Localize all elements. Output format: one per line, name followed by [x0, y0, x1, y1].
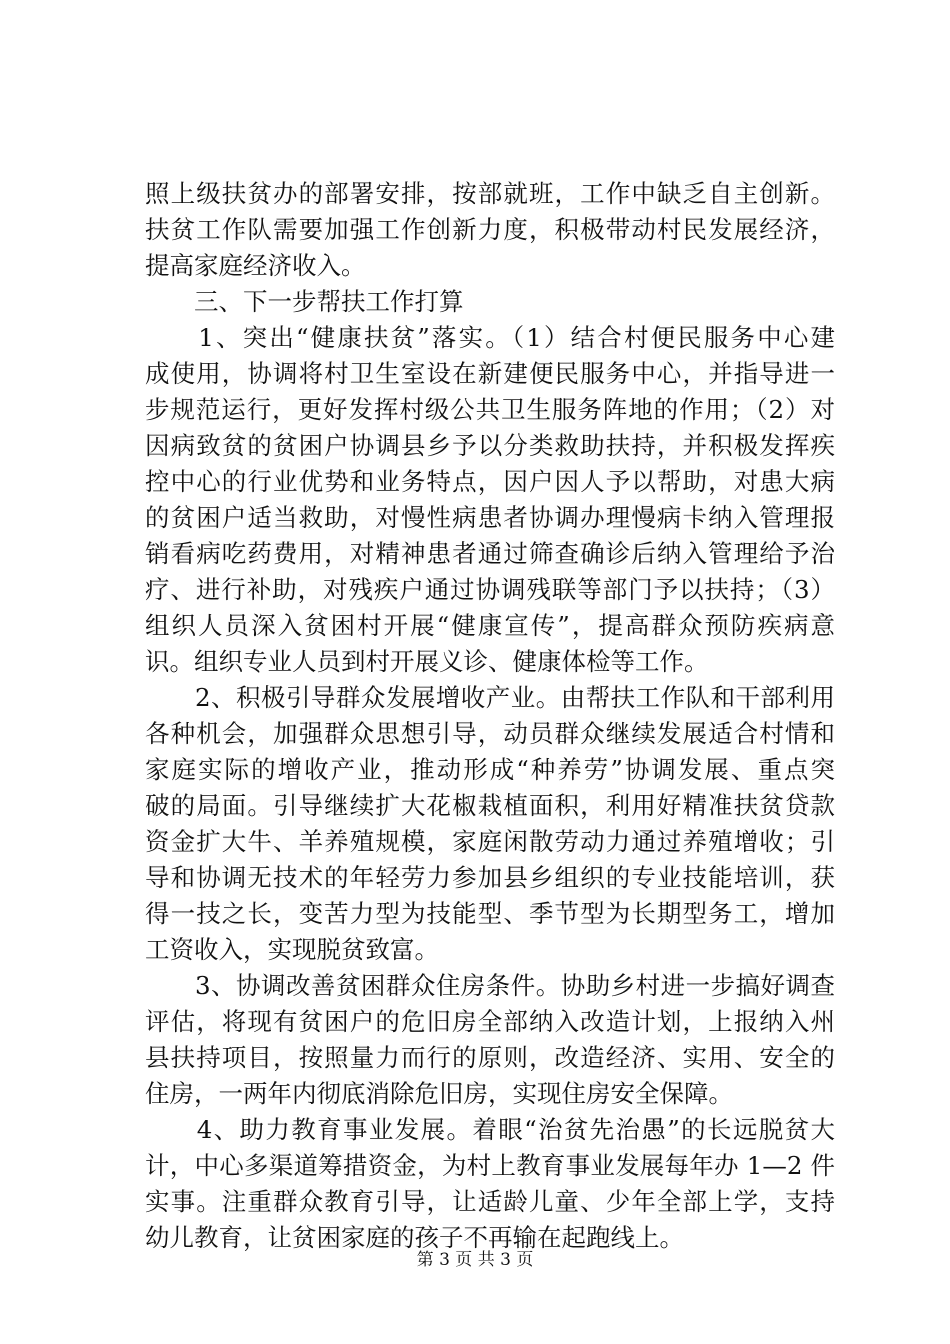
text-line: 疗、进行补助，对残疾户通过协调残联等部门予以扶持；（3） — [145, 575, 835, 604]
text-line: 识。组织专业人员到村开展义诊、健康体检等工作。 — [145, 647, 709, 676]
text-line: 各种机会，加强群众思想引导，动员群众继续发展适合村情和 — [145, 719, 835, 748]
text-line: 得一技之长，变苦力型为技能型、季节型为长期型务工，增加 — [145, 899, 835, 928]
text-line: 资金扩大牛、羊养殖规模，家庭闲散劳动力通过养殖增收；引 — [145, 827, 835, 856]
text-line: 扶贫工作队需要加强工作创新力度，积极带动村民发展经济， — [145, 215, 835, 244]
text-line: 组织人员深入贫困村开展“健康宣传”，提高群众预防疾病意 — [145, 611, 835, 640]
text-line: 因病致贫的贫困户协调县乡予以分类救助扶持，并积极发挥疾 — [145, 431, 835, 460]
text-line: 步规范运行，更好发挥村级公共卫生服务阵地的作用；（2）对 — [145, 395, 835, 424]
text-line: 实事。注重群众教育引导，让适龄儿童、少年全部上学，支持 — [145, 1187, 835, 1216]
section-heading: 三、下一步帮扶工作打算 — [145, 287, 464, 316]
text-line: 提高家庭经济收入。 — [145, 251, 366, 280]
text-line: 成使用，协调将村卫生室设在新建便民服务中心，并指导进一 — [145, 359, 835, 388]
text-line: 的贫困户适当救助，对慢性病患者协调办理慢病卡纳入管理报 — [145, 503, 835, 532]
text-line: 计，中心多渠道筹措资金，为村上教育事业发展每年办 1—2 件 — [145, 1151, 835, 1180]
text-line: 照上级扶贫办的部署安排，按部就班，工作中缺乏自主创新。 — [145, 179, 835, 208]
text-line: 4、助力教育事业发展。着眼“治贫先治愚”的长远脱贫大 — [145, 1115, 835, 1144]
text-line: 控中心的行业优势和业务特点，因户因人予以帮助，对患大病 — [145, 467, 835, 496]
text-line: 评估，将现有贫困户的危旧房全部纳入改造计划，上报纳入州 — [145, 1007, 835, 1036]
text-line: 住房，一两年内彻底消除危旧房，实现住房安全保障。 — [145, 1079, 733, 1108]
text-line: 幼儿教育，让贫困家庭的孩子不再输在起跑线上。 — [145, 1223, 684, 1252]
text-line: 家庭实际的增收产业，推动形成“种养劳”协调发展、重点突 — [145, 755, 835, 784]
text-line: 工资收入，实现脱贫致富。 — [145, 935, 439, 964]
text-line: 2、积极引导群众发展增收产业。由帮扶工作队和干部利用 — [145, 683, 835, 712]
text-line: 3、协调改善贫困群众住房条件。协助乡村进一步搞好调查 — [145, 971, 835, 1000]
text-line: 县扶持项目，按照量力而行的原则，改造经济、实用、安全的 — [145, 1043, 835, 1072]
text-line: 1、突出“健康扶贫”落实。（1）结合村便民服务中心建 — [145, 323, 835, 352]
page-number: 第 3 页 共 3 页 — [416, 1250, 534, 1270]
text-line: 导和协调无技术的年轻劳力参加县乡组织的专业技能培训，获 — [145, 863, 835, 892]
text-line: 销看病吃药费用，对精神患者通过筛查确诊后纳入管理给予治 — [145, 539, 835, 568]
text-line: 破的局面。引导继续扩大花椒栽植面积，利用好精准扶贫贷款 — [145, 791, 835, 820]
